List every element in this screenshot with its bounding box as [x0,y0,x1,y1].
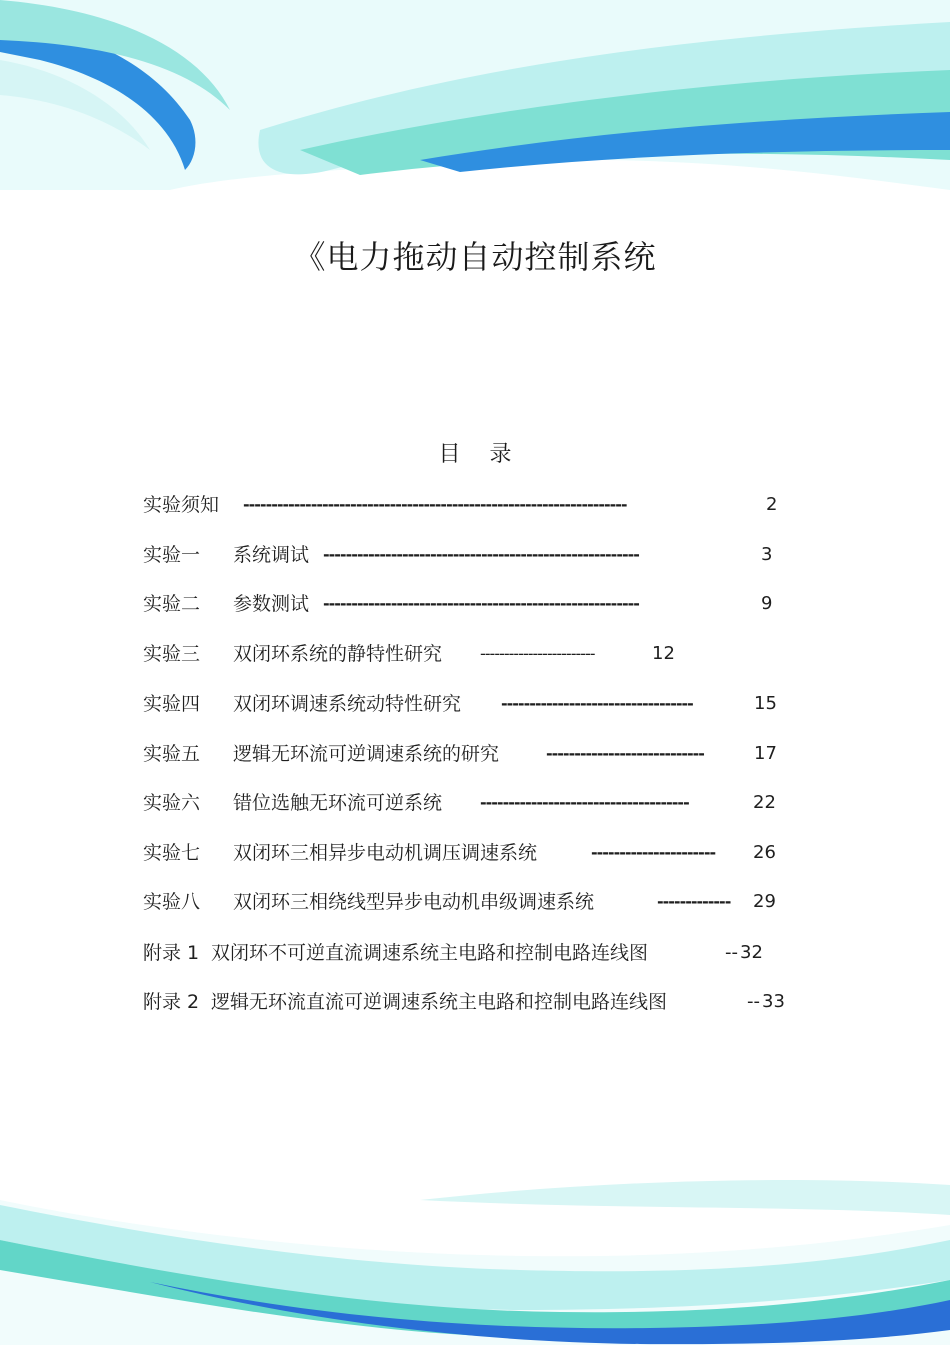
toc-leader: ------------- [657,892,731,911]
toc-entry-appendix1[interactable] [143,938,793,968]
toc-leader: ---------------------- [591,843,716,862]
toc-entry-exp1[interactable] [143,540,793,570]
toc-page-number: 29 [753,891,776,912]
toc-label: 实验一 [143,544,201,566]
toc-label: 实验二 [143,593,201,615]
toc-title: 逻辑无环流直流可逆调速系统主电路和控制电路连线图 [211,991,668,1013]
toc-leader: -------------------------------------------------------- [323,594,639,613]
toc-label: 实验五 [143,743,201,765]
toc-label: 实验四 [143,693,201,715]
toc-title: 系统调试 [233,544,310,566]
toc-page-number: 32 [740,942,763,963]
toc-label: 实验须知 [143,494,220,516]
toc-leader: -- [747,991,760,1012]
toc-heading: 目 录 [438,442,512,467]
toc-leader: ---------------------------- [546,744,704,763]
toc-entry-exp7[interactable] [143,838,793,868]
toc-entry-exp8[interactable] [143,887,793,917]
toc-entry-appendix2[interactable] [143,987,793,1017]
toc-page-number: 12 [652,643,675,664]
toc-leader: -------------------------------------------------------------------- [243,495,627,514]
toc-page-number: 15 [754,693,777,714]
bottom-wave-decoration [0,1170,950,1345]
toc-label: 实验三 [143,643,201,665]
top-wave-decoration [0,0,950,200]
toc-entry-guide[interactable] [143,490,793,520]
toc-page-number: 17 [754,743,777,764]
toc-label: 实验七 [143,842,201,864]
toc-title: 双闭环不可逆直流调速系统主电路和控制电路连线图 [211,942,649,964]
toc-entry-exp3[interactable] [143,639,793,669]
toc-title: 逻辑无环流可逆调速系统的研究 [233,743,500,765]
toc-page-number: 22 [753,792,776,813]
toc-page-number: 9 [761,593,773,614]
toc-label: 附录 2 [143,991,200,1013]
toc-title: 错位选触无环流可逆系统 [233,792,443,814]
toc-entry-exp4[interactable] [143,689,793,719]
toc-leader: -- [725,942,738,963]
toc-page-number: 2 [766,494,778,515]
toc-title: 双闭环系统的静特性研究 [233,643,443,665]
toc-title: 参数测试 [233,593,310,615]
toc-label: 实验八 [143,891,201,913]
document-title: 《电力拖动自动控制系统 [293,238,657,276]
toc-leader: ------------------------ [480,644,595,663]
toc-label: 实验六 [143,792,201,814]
toc-entry-exp2[interactable] [143,589,793,619]
toc-entry-exp6[interactable] [143,788,793,818]
toc-leader: ------------------------------------- [480,793,689,812]
toc-leader: -------------------------------------------------------- [323,545,639,564]
toc-page-number: 3 [761,544,773,565]
toc-leader: ---------------------------------- [501,694,693,713]
toc-title: 双闭环三相绕线型异步电动机串级调速系统 [233,891,595,913]
toc-entry-exp5[interactable] [143,739,793,769]
toc-page-number: 26 [753,842,776,863]
toc-title: 双闭环调速系统动特性研究 [233,693,462,715]
toc-title: 双闭环三相异步电动机调压调速系统 [233,842,538,864]
toc-label: 附录 1 [143,942,200,964]
toc-page-number: 33 [762,991,785,1012]
